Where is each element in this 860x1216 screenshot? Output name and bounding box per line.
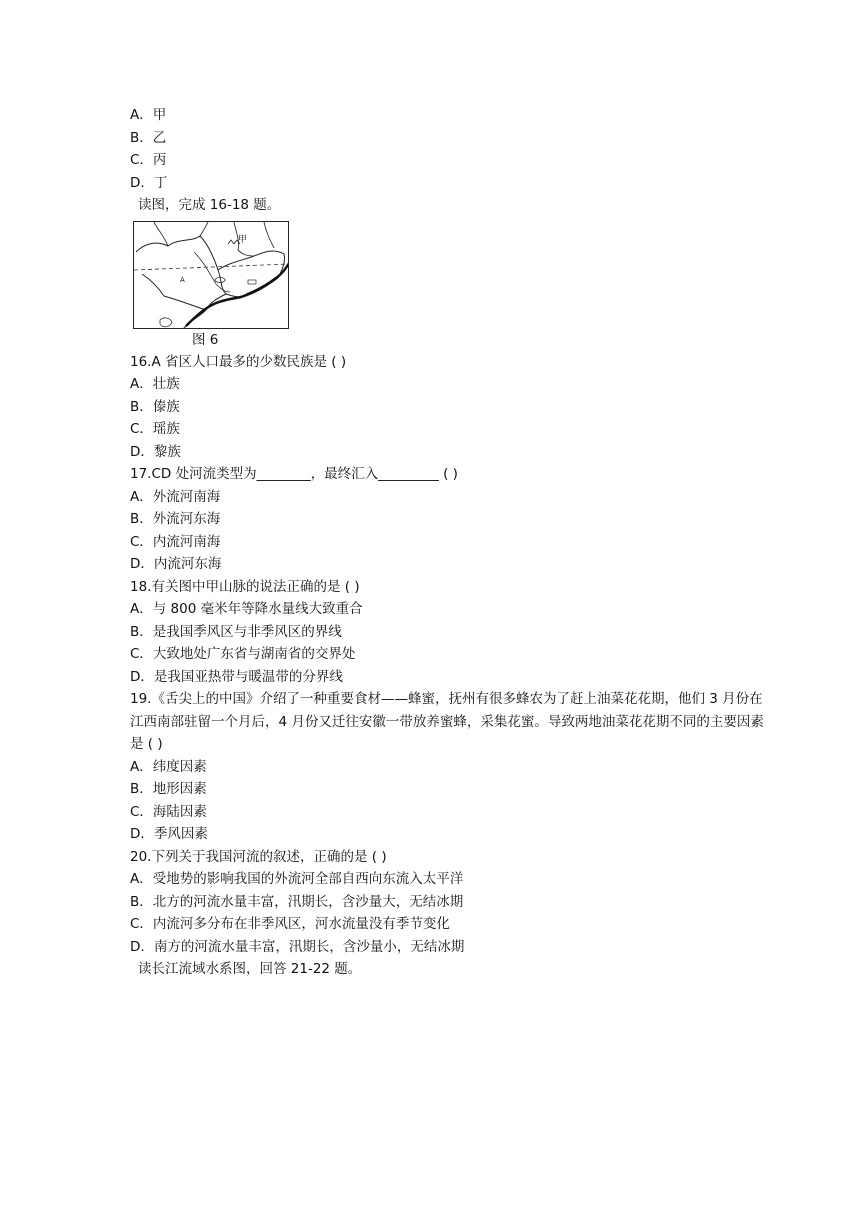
figure-caption: 图 6	[192, 331, 219, 348]
q20-option-c: C．内流河多分布在非季风区，河水流量没有季节变化	[130, 916, 450, 932]
q18-option-d: D．是我国亚热带与暖温带的分界线	[130, 668, 343, 685]
q20-option-d: D．南方的河流水量丰富，汛期长，含沙量小，无结冰期	[130, 938, 465, 955]
q19-stem: 19.《舌尖上的中国》介绍了一种重要食材——蜂蜜，抚州有很多蜂农为了赶上油菜花花期，他们 3 月份在江西南部驻留一个月后，4 月份又迁往安徽一带放养蜜蜂，采集花蜜。导致两地油菜花花期不同的主要因素是 ( )	[130, 691, 764, 752]
q15-option-a: A．甲	[130, 107, 167, 123]
q16-option-c: C．瑶族	[130, 421, 180, 437]
q18-option-b: B．是我国季风区与非季风区的界线	[130, 623, 342, 640]
q15-option-c: C．丙	[130, 152, 167, 168]
exam-page	[130, 104, 770, 981]
q19-option-a: A．纬度因素	[130, 758, 207, 775]
q17-option-b: B．外流河东海	[130, 511, 221, 527]
q17-option-c: C．内流河南海	[130, 533, 221, 550]
q19-option-b: B．地形因素	[130, 781, 207, 797]
q18-option-a: A．与 800 毫米年等降水量线大致重合	[130, 601, 363, 617]
q18-option-c: C．大致地处广东省与湖南省的交界处	[130, 646, 356, 662]
q15-option-d: D．丁	[130, 174, 168, 191]
q16-option-a: A．壮族	[130, 376, 180, 392]
q16-option-b: B．傣族	[130, 398, 180, 415]
map-drawing	[134, 222, 289, 329]
q20-option-b: B．北方的河流水量丰富，汛期长，含沙量大，无结冰期	[130, 893, 464, 910]
q17-option-d: D．内流河东海	[130, 556, 222, 572]
map-label-a: A	[180, 275, 185, 284]
q15-option-b: B．乙	[130, 129, 167, 146]
map-figure-6	[133, 221, 289, 329]
intro-21-22: 读长江流域水系图，回答 21-22 题。	[138, 961, 362, 977]
intro-16-18: 读图，完成 16-18 题。	[138, 197, 281, 213]
q17-option-a: A．外流河南海	[130, 488, 221, 505]
q19-option-d: D．季风因素	[130, 826, 208, 842]
q16-stem: 16.A 省区人口最多的少数民族是 ( )	[130, 353, 347, 370]
q18-stem: 18.有关图中甲山脉的说法正确的是 ( )	[130, 578, 360, 595]
q16-option-d: D．黎族	[130, 443, 181, 460]
q17-stem: 17.CD 处河流类型为________，最终汇入_________ ( )	[130, 466, 458, 482]
q19-option-c: C．海陆因素	[130, 803, 207, 820]
q20-option-a: A．受地势的影响我国的外流河全部自西向东流入太平洋	[130, 871, 464, 887]
q20-stem: 20.下列关于我国河流的叙述，正确的是 ( )	[130, 848, 387, 865]
map-label-jia: 甲	[238, 234, 248, 245]
